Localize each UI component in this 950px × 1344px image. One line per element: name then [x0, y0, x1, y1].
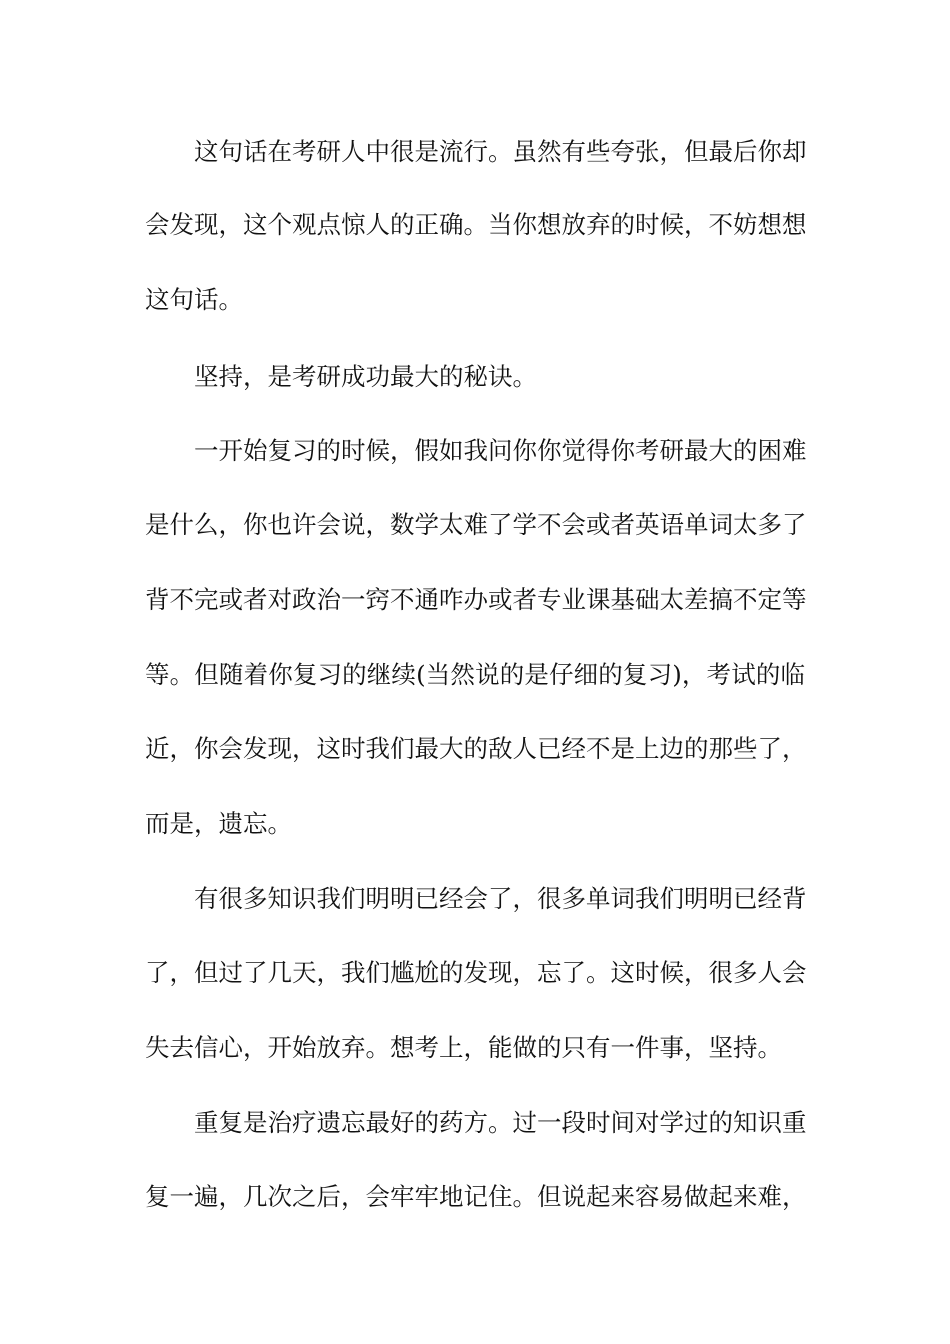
paragraph-line: 等。但随着你复习的继续(当然说的是仔细的复习)，考试的临 [145, 660, 805, 689]
paragraph-line: 有很多知识我们明明已经会了，很多单词我们明明已经背 [194, 884, 807, 913]
paragraph-line: 背不完或者对政治一窍不通咋办或者专业课基础太差搞不定等 [145, 585, 807, 614]
paragraph-line: 重复是治疗遗忘最好的药方。过一段时间对学过的知识重 [194, 1108, 807, 1137]
paragraph-line: 而是，遗忘。 [145, 809, 292, 838]
paragraph-line: 这句话在考研人中很是流行。虽然有些夸张，但最后你却 [194, 137, 807, 166]
paragraph-line: 复一遍，几次之后，会牢牢地记住。但说起来容易做起来难， [145, 1182, 807, 1211]
paragraph-line: 一开始复习的时候，假如我问你你觉得你考研最大的困难 [194, 436, 807, 465]
paragraph-line: 是什么，你也许会说，数学太难了学不会或者英语单词太多了 [145, 510, 807, 539]
paragraph-line: 近，你会发现，这时我们最大的敌人已经不是上边的那些了， [145, 734, 807, 763]
paragraph-line: 坚持，是考研成功最大的秘诀。 [194, 362, 537, 391]
paragraph-line: 了，但过了几天，我们尴尬的发现，忘了。这时候，很多人会 [145, 958, 807, 987]
paragraph-line: 这句话。 [145, 285, 243, 314]
paragraph-line: 失去信心，开始放弃。想考上，能做的只有一件事，坚持。 [145, 1033, 782, 1062]
paragraph-line: 会发现，这个观点惊人的正确。当你想放弃的时候，不妨想想 [145, 210, 807, 239]
